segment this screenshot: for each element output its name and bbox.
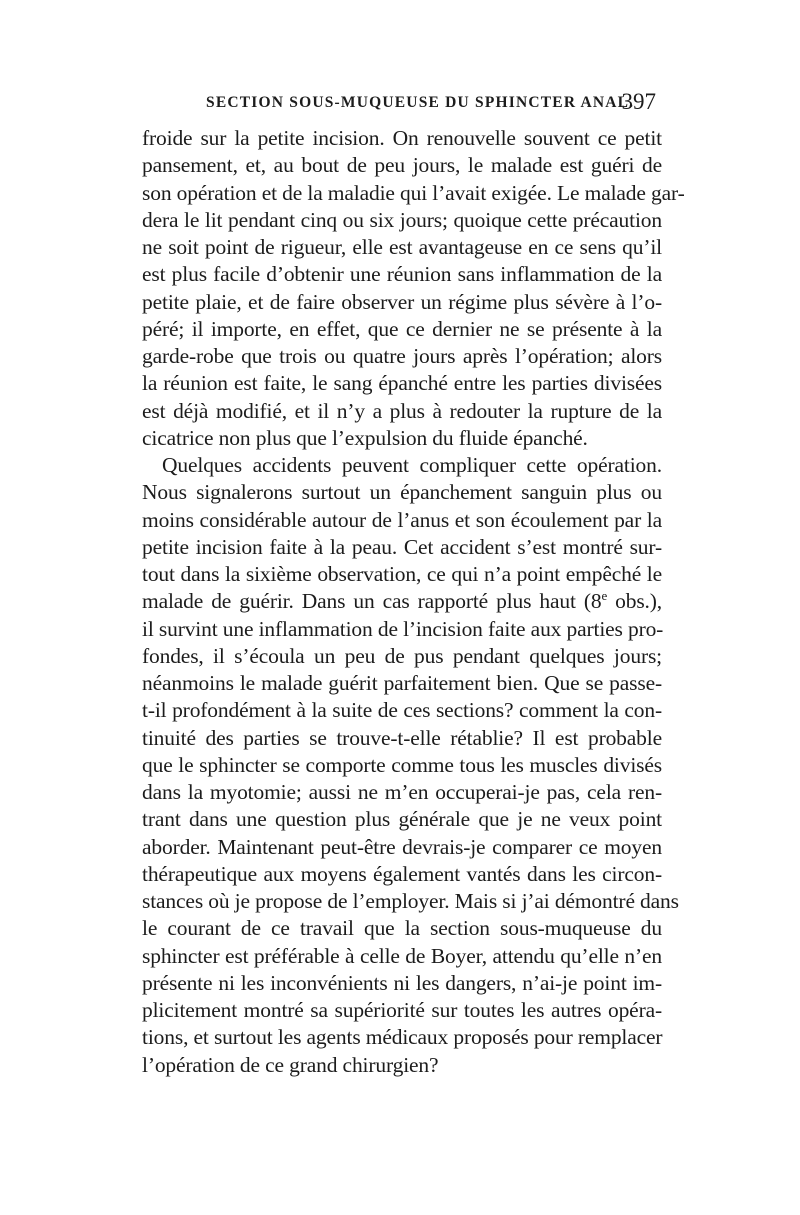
text-line: aborder. Maintenant peut-être devrais-je comparer ce moyen <box>142 834 662 859</box>
paragraph-1 <box>142 125 685 452</box>
text-line: tions, et surtout les agents médicaux proposés pour remplacer <box>142 1025 663 1050</box>
text-line: ne soit point de rigueur, elle est avantageuse en ce sens qu’il <box>142 235 662 259</box>
text-line: thérapeutique aux moyens également vantés dans les circon- <box>142 861 662 886</box>
text-line: pansement, et, au bout de peu jours, le malade est guéri de <box>142 153 662 178</box>
text-line: trant dans une question plus générale que je ne veux point <box>142 807 662 832</box>
text-line: malade de guérir. Dans un cas rapporté plus haut (8e obs.), <box>142 588 662 614</box>
text-line: stances où je propose de l’employer. Mais si j’ai démontré dans <box>142 889 679 913</box>
text-line: l’opération de ce grand chirurgien? <box>142 1052 439 1077</box>
text-line: est déjà modifié, et il n’y a plus à redouter la rupture de la <box>142 398 662 423</box>
text-line: Quelques accidents peuvent compliquer cette opération. <box>162 453 662 477</box>
text-line: sphincter est préférable à celle de Boyer, attendu qu’elle n’en <box>142 943 662 968</box>
text-line: présente ni les inconvénients ni les dangers, n’ai-je point im- <box>142 970 662 995</box>
superscript-tail: obs.), <box>607 589 662 614</box>
text-line: petite incision faite à la peau. Cet accident s’est montré sur- <box>142 534 662 559</box>
text-line: Nous signalerons surtout un épanchement sanguin plus ou <box>142 480 662 505</box>
text-line: son opération et de la maladie qui l’avait exigée. Le malade gar- <box>142 180 685 205</box>
text-line: le courant de ce travail que la section sous-muqueuse du <box>142 916 662 941</box>
text-line: tout dans la sixième observation, ce qui n’a point empêché le <box>142 562 662 586</box>
text-line: plicitement montré sa supériorité sur toutes les autres opéra- <box>142 998 662 1022</box>
text-line: dans la myotomie; aussi ne m’en occuperai-je pas, cela ren- <box>142 780 662 804</box>
text-line: tinuité des parties se trouve-t-elle rétablie? Il est probable <box>142 725 662 750</box>
superscript: e <box>601 588 608 604</box>
text-line: la réunion est faite, le sang épanché entre les parties divisées <box>142 371 662 396</box>
text-line: néanmoins le malade guérit parfaitement bien. Que se passe- <box>142 671 662 695</box>
text-line: cicatrice non plus que l’expulsion du fluide épanché. <box>142 425 588 450</box>
paragraph-2 <box>142 452 679 1079</box>
body-text <box>142 125 685 1079</box>
running-title: SECTION SOUS-MUQUEUSE DU SPHINCTER ANAL. <box>206 94 635 111</box>
text-line: est plus facile d’obtenir une réunion sans inflammation de la <box>142 262 662 287</box>
text-line: t-il profondément à la suite de ces sections? comment la con- <box>142 698 662 723</box>
text-line: petite plaie, et de faire observer un régime plus sévère à l’o- <box>142 289 662 314</box>
text-line: fondes, il s’écoula un peu de pus pendant quelques jours; <box>142 643 662 668</box>
text-line: il survint une inflammation de l’incision faite aux parties pro- <box>142 616 664 641</box>
text-line: péré; il importe, en effet, que ce dernier ne se présente à la <box>142 316 662 341</box>
text-line: garde-robe que trois ou quatre jours après l’opération; alors <box>142 344 662 368</box>
text-line: froide sur la petite incision. On renouvelle souvent ce petit <box>142 126 662 150</box>
text-line: dera le lit pendant cinq ou six jours; quoique cette précaution <box>142 207 662 232</box>
page-number: 397 <box>621 89 656 114</box>
text-line: que le sphincter se comporte comme tous les muscles divisés <box>142 752 662 777</box>
text-line: moins considérable autour de l’anus et son écoulement par la <box>142 507 662 532</box>
running-head <box>140 89 660 122</box>
